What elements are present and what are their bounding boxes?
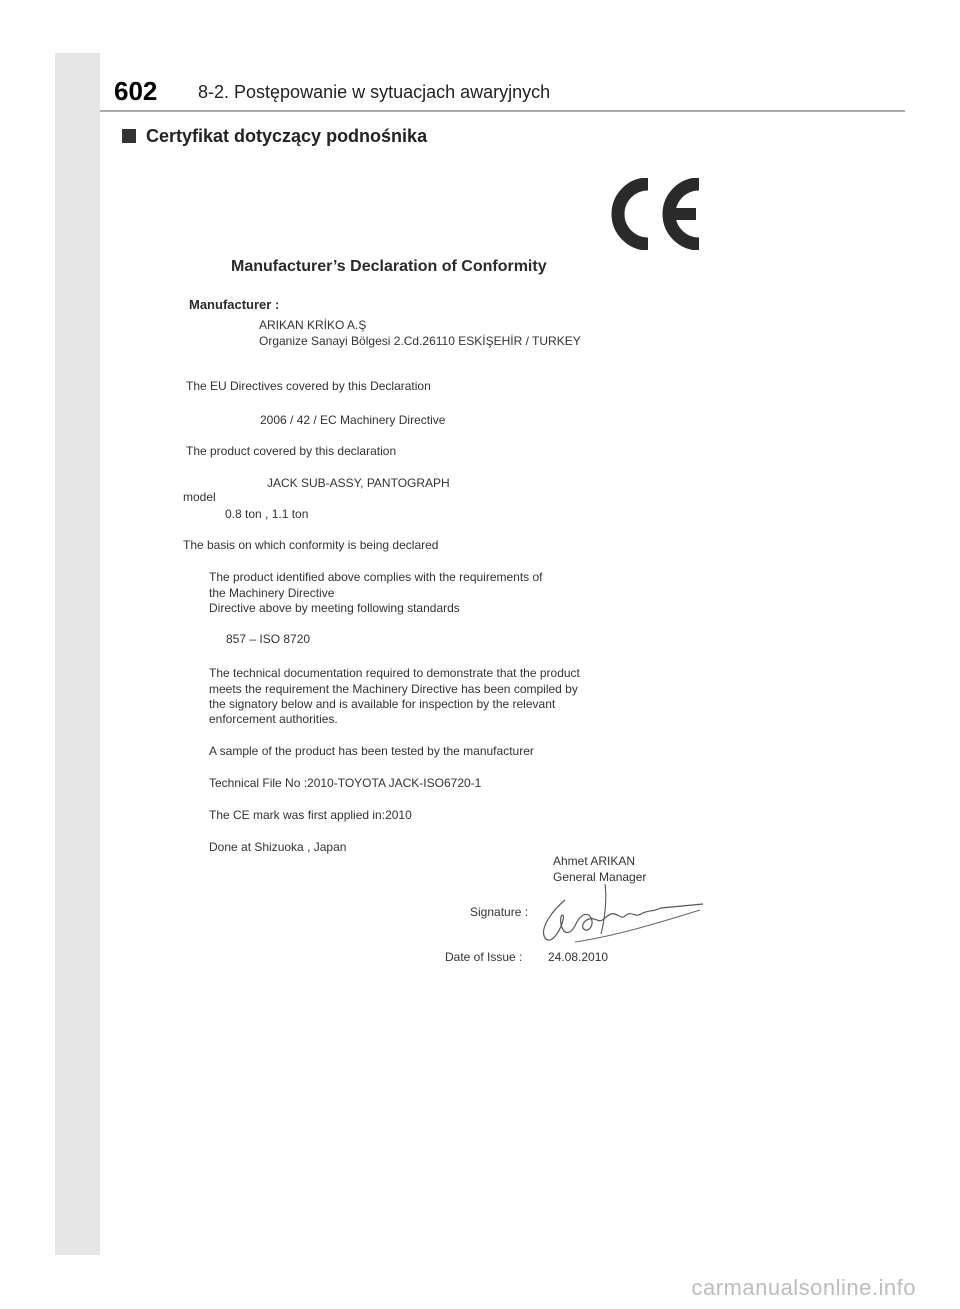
manufacturer-address: Organize Sanayi Bölgesi 2.Cd.26110 ESKİŞEHİR / TURKEY xyxy=(259,334,581,348)
section-title: 8-2. Postępowanie w sytuacjach awaryjnych xyxy=(198,82,551,102)
signature-label: Signature : xyxy=(470,905,529,919)
techdoc-line-1: The technical documentation required to demonstrate that the product xyxy=(209,666,580,680)
sample-tested: A sample of the product has been tested by the manufacturer xyxy=(209,744,534,758)
ce-mark-icon xyxy=(606,178,704,250)
done-at: Done at Shizuoka , Japan xyxy=(209,840,347,854)
page-number: 602 xyxy=(114,76,158,106)
techdoc-line-4: enforcement authorities. xyxy=(209,712,338,726)
directive-value: 2006 / 42 / EC Machinery Directive xyxy=(260,413,446,427)
product-label: The product covered by this declaration xyxy=(186,444,397,458)
compliance-line-1: The product identified above complies with the requirements of xyxy=(209,570,543,584)
model-label: model xyxy=(183,490,216,504)
footer-watermark: carmanualsonline.info xyxy=(691,1275,916,1300)
basis-label: The basis on which conformity is being declared xyxy=(183,538,439,552)
standard-value: 857 – ISO 8720 xyxy=(226,632,311,646)
declaration-title: Manufacturer’s Declaration of Conformity xyxy=(231,258,547,275)
technical-file: Technical File No :2010-TOYOTA JACK-ISO6720-1 xyxy=(209,776,482,790)
certificate-heading-text: Certyfikat dotyczący podnośnika xyxy=(146,126,428,146)
signatory-name: Ahmet ARIKAN xyxy=(553,854,636,868)
model-values: 0.8 ton , 1.1 ton xyxy=(225,507,309,521)
compliance-line-3: Directive above by meeting following standards xyxy=(209,601,460,615)
ce-applied: The CE mark was first applied in:2010 xyxy=(209,808,412,822)
product-name: JACK SUB-ASSY, PANTOGRAPH xyxy=(267,476,450,490)
signatory-title: General Manager xyxy=(553,870,647,884)
techdoc-line-3: the signatory below and is available for inspection by the relevant xyxy=(209,697,556,711)
manufacturer-name: ARIKAN KRİKO A.Ş xyxy=(259,318,367,332)
handwritten-signature xyxy=(535,880,705,950)
directives-label: The EU Directives covered by this Declaration xyxy=(186,379,431,393)
compliance-line-2: the Machinery Directive xyxy=(209,586,335,600)
manufacturer-label: Manufacturer : xyxy=(189,297,280,312)
date-value: 24.08.2010 xyxy=(548,950,609,964)
techdoc-line-2: meets the requirement the Machinery Directive has been compiled by xyxy=(209,682,578,696)
date-label: Date of Issue : xyxy=(445,950,523,964)
